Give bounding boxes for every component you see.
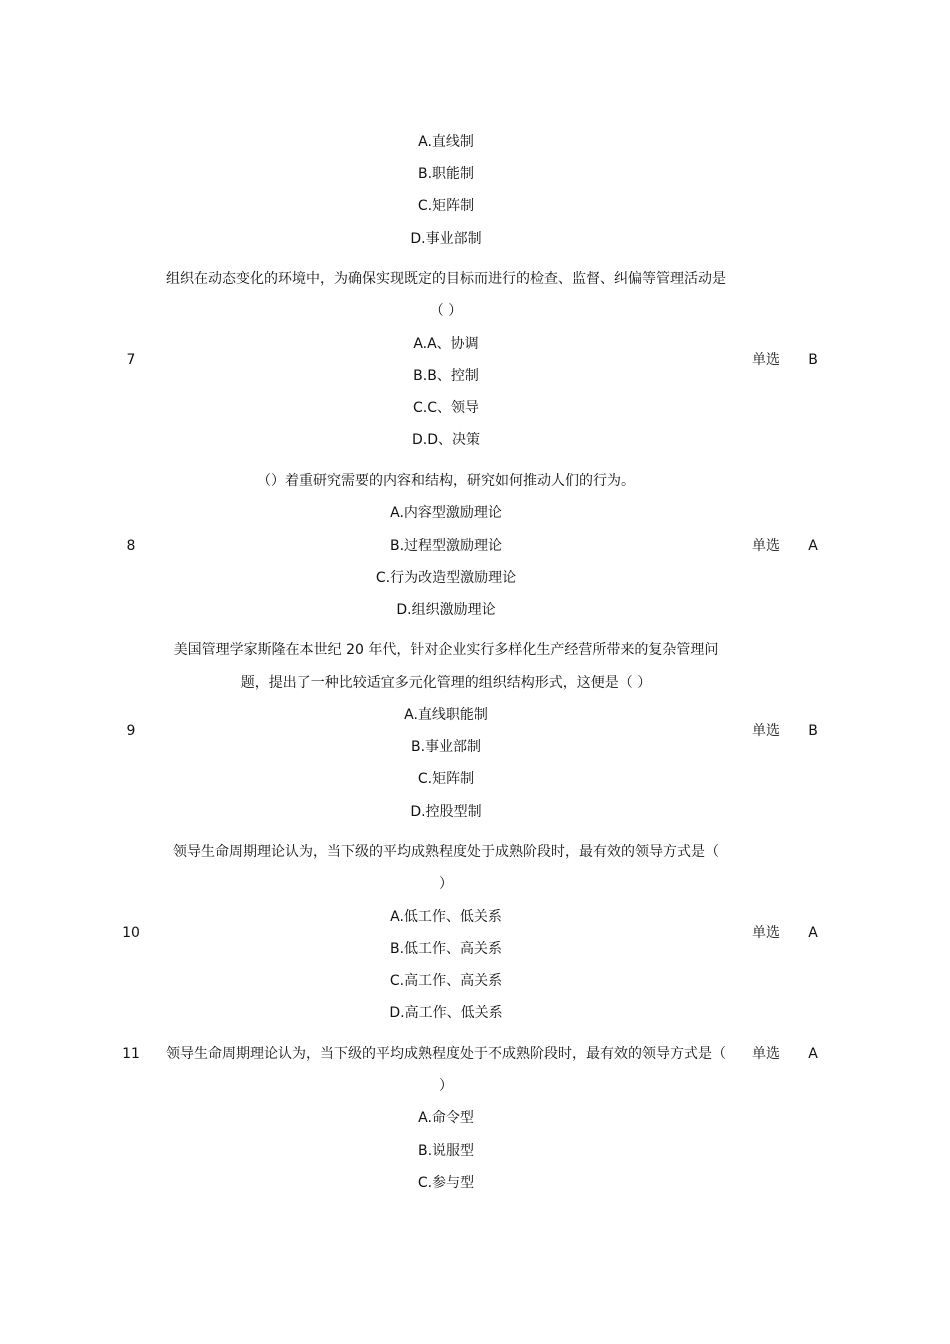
option-d: D.事业部制 [410,231,482,247]
question-stem-cont: （ ） [429,303,463,319]
option-a: A.低工作、低关系 [390,909,502,925]
option-a: A.直线职能制 [404,707,488,723]
option-d: D.D、决策 [411,432,480,448]
option-b: B.说服型 [417,1143,475,1159]
option-b: B.事业部制 [410,739,482,755]
question-answer: B [808,723,818,739]
question-number: 9 [126,723,136,739]
question-stem: 美国管理学家斯隆在本世纪 20 年代，针对企业实行多样化生产经营所带来的复杂管理问 [173,642,719,658]
question-stem: 领导生命周期理论认为，当下级的平均成熟程度处于成熟阶段时，最有效的领导方式是（ [173,844,719,860]
question-stem-cont: 题，提出了一种比较适宜多元化管理的组织结构形式，这便是（ ） [240,675,652,691]
question-type: 单选 [752,538,780,554]
question-type: 单选 [752,352,780,368]
question-number: 7 [126,352,136,368]
question-answer: A [808,1046,818,1062]
option-d: D.控股型制 [410,804,482,820]
option-b: B.B、控制 [413,368,479,384]
question-number: 8 [126,538,136,554]
question-number: 11 [122,1046,140,1062]
option-b: B.职能制 [417,166,475,182]
option-a: A.A、协调 [413,336,479,352]
option-d: D.组织激励理论 [396,602,496,618]
option-c: C.矩阵制 [417,771,475,787]
question-stem-cont: ） [439,876,453,892]
question-type: 单选 [752,1046,780,1062]
option-c: C.矩阵制 [417,198,475,214]
option-d: D.高工作、低关系 [389,1005,503,1021]
option-b: B.低工作、高关系 [389,941,503,957]
option-c: C.C、领导 [412,400,479,416]
option-c: C.参与型 [417,1175,475,1191]
question-type: 单选 [752,925,780,941]
option-a: A.内容型激励理论 [390,505,502,521]
question-answer: A [808,925,818,941]
option-c: C.高工作、高关系 [389,973,503,989]
question-answer: B [808,352,818,368]
question-answer: A [808,538,818,554]
question-stem: 组织在动态变化的环境中，为确保实现既定的目标而进行的检查、监督、纠偏等管理活动是 [166,271,726,287]
option-b: B.过程型激励理论 [389,538,503,554]
option-a: A.命令型 [418,1110,474,1126]
question-stem: （）着重研究需要的内容和结构，研究如何推动人们的行为。 [257,473,635,489]
question-stem: 领导生命周期理论认为，当下级的平均成熟程度处于不成熟阶段时，最有效的领导方式是（ [166,1046,726,1062]
question-stem-cont: ） [439,1078,453,1094]
option-c: C.行为改造型激励理论 [375,570,517,586]
question-number: 10 [122,925,140,941]
option-a: A.直线制 [418,134,474,150]
question-type: 单选 [752,723,780,739]
